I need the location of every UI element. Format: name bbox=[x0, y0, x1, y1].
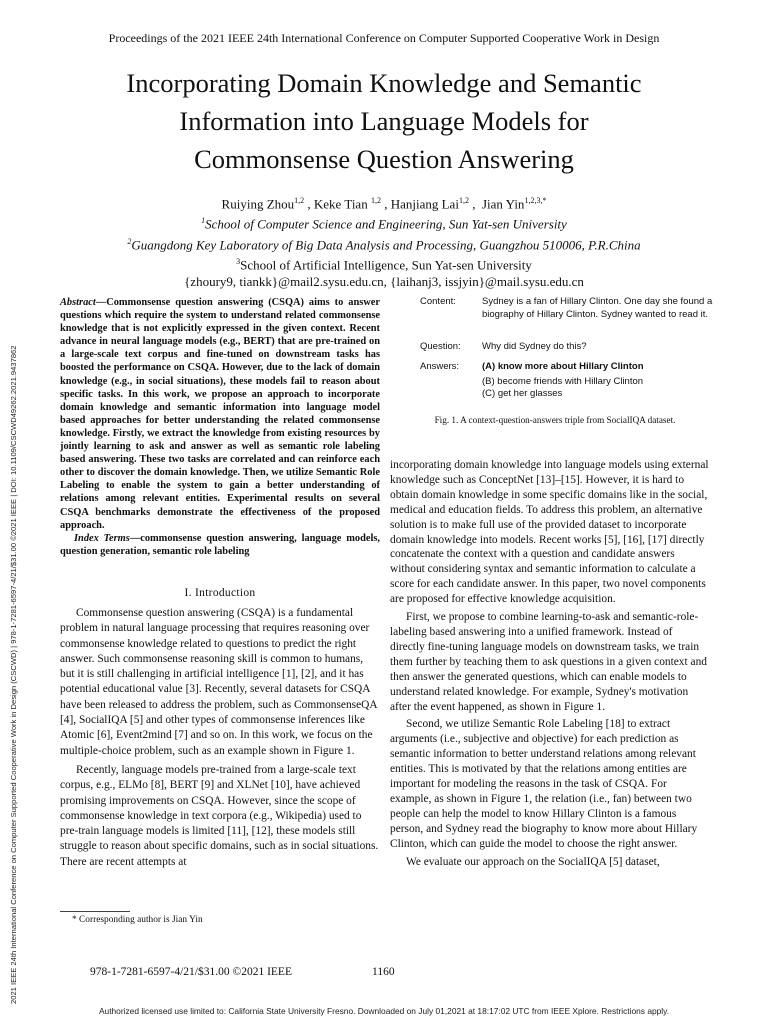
author-sup: 1,2 bbox=[370, 196, 381, 205]
side-doi-text: 2021 IEEE 24th International Conference on Computer Supported Cooperative Work in Design (CSCWD) | 978-1-7281-6597-4/21/$31.00 ©2021 IEEE | DOI: 10.1109/CSCWD49262.2021.9437862 bbox=[9, 345, 18, 1004]
paragraph: First, we propose to combine learning-to-ask and semantic-role-labeling based answering into a unified framework. Instead of directly fine-tuning language models on downstream tasks, we train them further by teaching them to ask questions in a given context and then answer the generated questions, which can enable models to understand related knowledge. For example, Sydney's motivation after the event happened, as shown in Figure 1. bbox=[390, 611, 707, 713]
author-emails: {zhoury9, tiankk}@mail2.sysu.edu.cn, {laihanj3, issjyin}@mail.sysu.edu.cn bbox=[184, 274, 584, 290]
right-column-body bbox=[390, 458, 710, 872]
index-terms-lead: Index Terms bbox=[74, 532, 130, 544]
figure-answer-b: (B) become friends with Hillary Clinton bbox=[482, 376, 644, 387]
author-names: Ruiying Zhou$^{1,2}$ , Keke Tian $^{1,2}$ , Hanjiang Lai$^{1,2}$ , Jian Yin$^{1,2,3,*}$ bbox=[221, 196, 547, 212]
paragraph: Recently, language models pre-trained from a large-scale text corpus, e.g., ELMo [8], BERT [9] and XLNet [10], have achieved promising improvements on CSQA. However, since the scope of commonsense knowledge in text corpora (e.g., Wikipedia) used to pre-train language models is limited [11], [12], these models still struggle to reason about specific domains, such as in social situations. There are recent attempts at bbox=[60, 763, 379, 868]
footnote-rule bbox=[60, 911, 130, 912]
page-number: 1160 bbox=[372, 966, 395, 978]
isbn-copyright: 978-1-7281-6597-4/21/$31.00 ©2021 IEEE bbox=[90, 966, 292, 978]
figure-answer-c: (C) get her glasses bbox=[482, 388, 563, 399]
abstract: Abstract—Commonsense question answering (CSQA) aims to answer questions which require the system to understand related commonsense knowledge that is not explicitly expressed in the given context. Recent advance in neural language models (e.g., BERT) that are pre-trained on a large-scale text corpus and fine-tuned on downstream tasks has boosted the performance on CSQA. However, due to the lack of domain knowledge (e.g., in social situations), these models fail to reason about specific tasks. In this work, we propose an approach to incorporate domain knowledge and semantic information into language model based approaches for better understanding the related commonsense knowledge. Firstly, we extract the knowledge from existing resources by jointly learning to ask and answer as well as semantic role labeling based answering. These two tasks are correlated and can reinforce each other to discover the domain knowledge. Then, we utilize Semantic Role Labeling to enable the system to gain a better understanding of relations among relevant entities. Experimental results on several CSQA benchmarks demonstrate the effectiveness of the proposed approach. Index Terms—commonsense question answering, language models, question generation, semantic role labeling bbox=[60, 297, 380, 557]
paragraph: Commonsense question answering (CSQA) is a fundamental problem in natural language processing that requires reasoning over commonsense knowledge related to questions to predict the right answer. Such commonsense reasoning skill is common to humans, but it is still challenging in artificial intelligence [1], [2], and it has potential educational value [3]. Recently, several datasets for CSQA have been released to address the problem, such as CommonsenseQA [4], SocialIQA [5] and other types of commonsense inferences like Atomic [6], Event2mind [7] and so on. In this work, we focus on the multiple-choice problem, such as an example shown in Figure 1. bbox=[60, 607, 377, 757]
section-heading: I. Introduction bbox=[184, 587, 256, 599]
affiliation-1: $^1$School of Computer Science and Engineering, Sun Yat-sen University bbox=[201, 216, 567, 232]
figure-content-text: Sydney is a fan of Hillary Clinton. One day she found a biography of Hillary Clinton. Sydney wanted to read it. bbox=[482, 296, 713, 320]
author-block bbox=[0, 192, 768, 290]
author-sup: 1,2,3,* bbox=[524, 196, 547, 205]
figure-question-text: Why did Sydney do this? bbox=[482, 341, 587, 352]
author-name: Jian Yin bbox=[481, 196, 525, 212]
authorized-use-notice: Authorized licensed use limited to: California State University Fresno. Downloaded on July 01,2021 at 18:17:02 UTC from IEEE Xplore. Restrictions apply. bbox=[98, 1006, 670, 1016]
footnote: * Corresponding author is Jian Yin bbox=[72, 915, 203, 925]
author-name: Hanjiang Lai bbox=[390, 196, 459, 212]
index-terms: Index Terms—commonsense question answering, language models, question generation, semantic role labeling bbox=[60, 532, 380, 557]
figure-answer-a: (A) know more about Hillary Clinton bbox=[482, 361, 644, 372]
author-name: Keke Tian bbox=[313, 196, 368, 212]
paper-title bbox=[40, 64, 728, 178]
author-sup: 1,2 bbox=[458, 196, 469, 205]
abstract-lead: Abstract bbox=[60, 297, 96, 308]
affiliation-2: $^2$Guangdong Key Laboratory of Big Data Analysis and Processing, Guangzhou 510006, P.R.China bbox=[127, 236, 641, 252]
figure-answers-label: Answers: bbox=[420, 361, 460, 372]
left-column-body bbox=[60, 606, 380, 874]
figure-question-label: Question: bbox=[420, 341, 461, 352]
title-line: Information into Language Models for bbox=[179, 106, 589, 136]
paragraph: Second, we utilize Semantic Role Labeling [18] to extract arguments (i.e., subjective and objective) for each prediction as semantic information to better understand relations among relevant entities. This is motivated by that the relations among entities are important for modeling the reasons in the task of CSQA. For example, as shown in Figure 1, the relation (i.e., fan) between two people can help the model to know Hillary Clinton is a famous person, and Sydney read the biography to know more about Hillary Clinton, which can guide the model to choose the right answer. bbox=[390, 718, 698, 850]
abstract-text: Commonsense question answering (CSQA) aims to answer questions which require the system to understand related commonsense knowledge that is not explicitly expressed in the given context. Recent advance in neural language models (e.g., BERT) that are pre-trained on a large-scale text corpus and fine-tuned on downstream tasks has boosted the performance on CSQA. However, due to the lack of domain knowledge (e.g., in social situations), these models fail to reason about specific tasks. In this work, we propose an approach to incorporate domain knowledge and semantic information into language model based approaches for better understanding the related commonsense knowledge. Firstly, we extract the knowledge from existing resources by jointly learning to ask and answer as well as semantic role labeling based answering. These two tasks are correlated and can reinforce each other to discover the domain knowledge. Then, we utilize Semantic Role Labeling to enable the system to gain a better understanding of relations among relevant entities. Experimental results on several CSQA benchmarks demonstrate the effectiveness of the proposed approach. bbox=[60, 297, 380, 531]
figure-caption: Fig. 1. A context-question-answers triple from SocialIQA dataset. bbox=[434, 415, 676, 425]
title-line: Commonsense Question Answering bbox=[194, 144, 574, 174]
author-name: Ruiying Zhou bbox=[221, 196, 295, 212]
author-sup: 1,2 bbox=[294, 196, 305, 205]
index-terms-text: commonsense question answering, language models, question generation, semantic role labeling bbox=[60, 532, 380, 557]
affiliation-3: $^3$School of Artificial Intelligence, Sun Yat-sen University bbox=[236, 256, 532, 273]
conference-header: Proceedings of the 2021 IEEE 24th International Conference on Computer Supported Cooperative Work in Design bbox=[108, 31, 660, 45]
figure-content-label: Content: bbox=[420, 296, 456, 307]
title-line: Incorporating Domain Knowledge and Semantic bbox=[126, 68, 642, 98]
paragraph: incorporating domain knowledge into language models using external knowledge such as ConceptNet [13]–[15]. However, it is hard to obtain domain knowledge in some specific domains like in the social, medical and education fields. To address this problem, an alternative solution is to make full use of the provided dataset to incorporate domain knowledge into models. Recent works [5], [16], [17] directly concatenate the context with a question and candidate answers without considering syntax and semantic information to calculate a score for each candidate answer. In this paper, two novel components are proposed for effective knowledge acquisition. bbox=[390, 459, 709, 606]
paragraph: We evaluate our approach on the SocialIQA [5] dataset, bbox=[406, 855, 660, 868]
